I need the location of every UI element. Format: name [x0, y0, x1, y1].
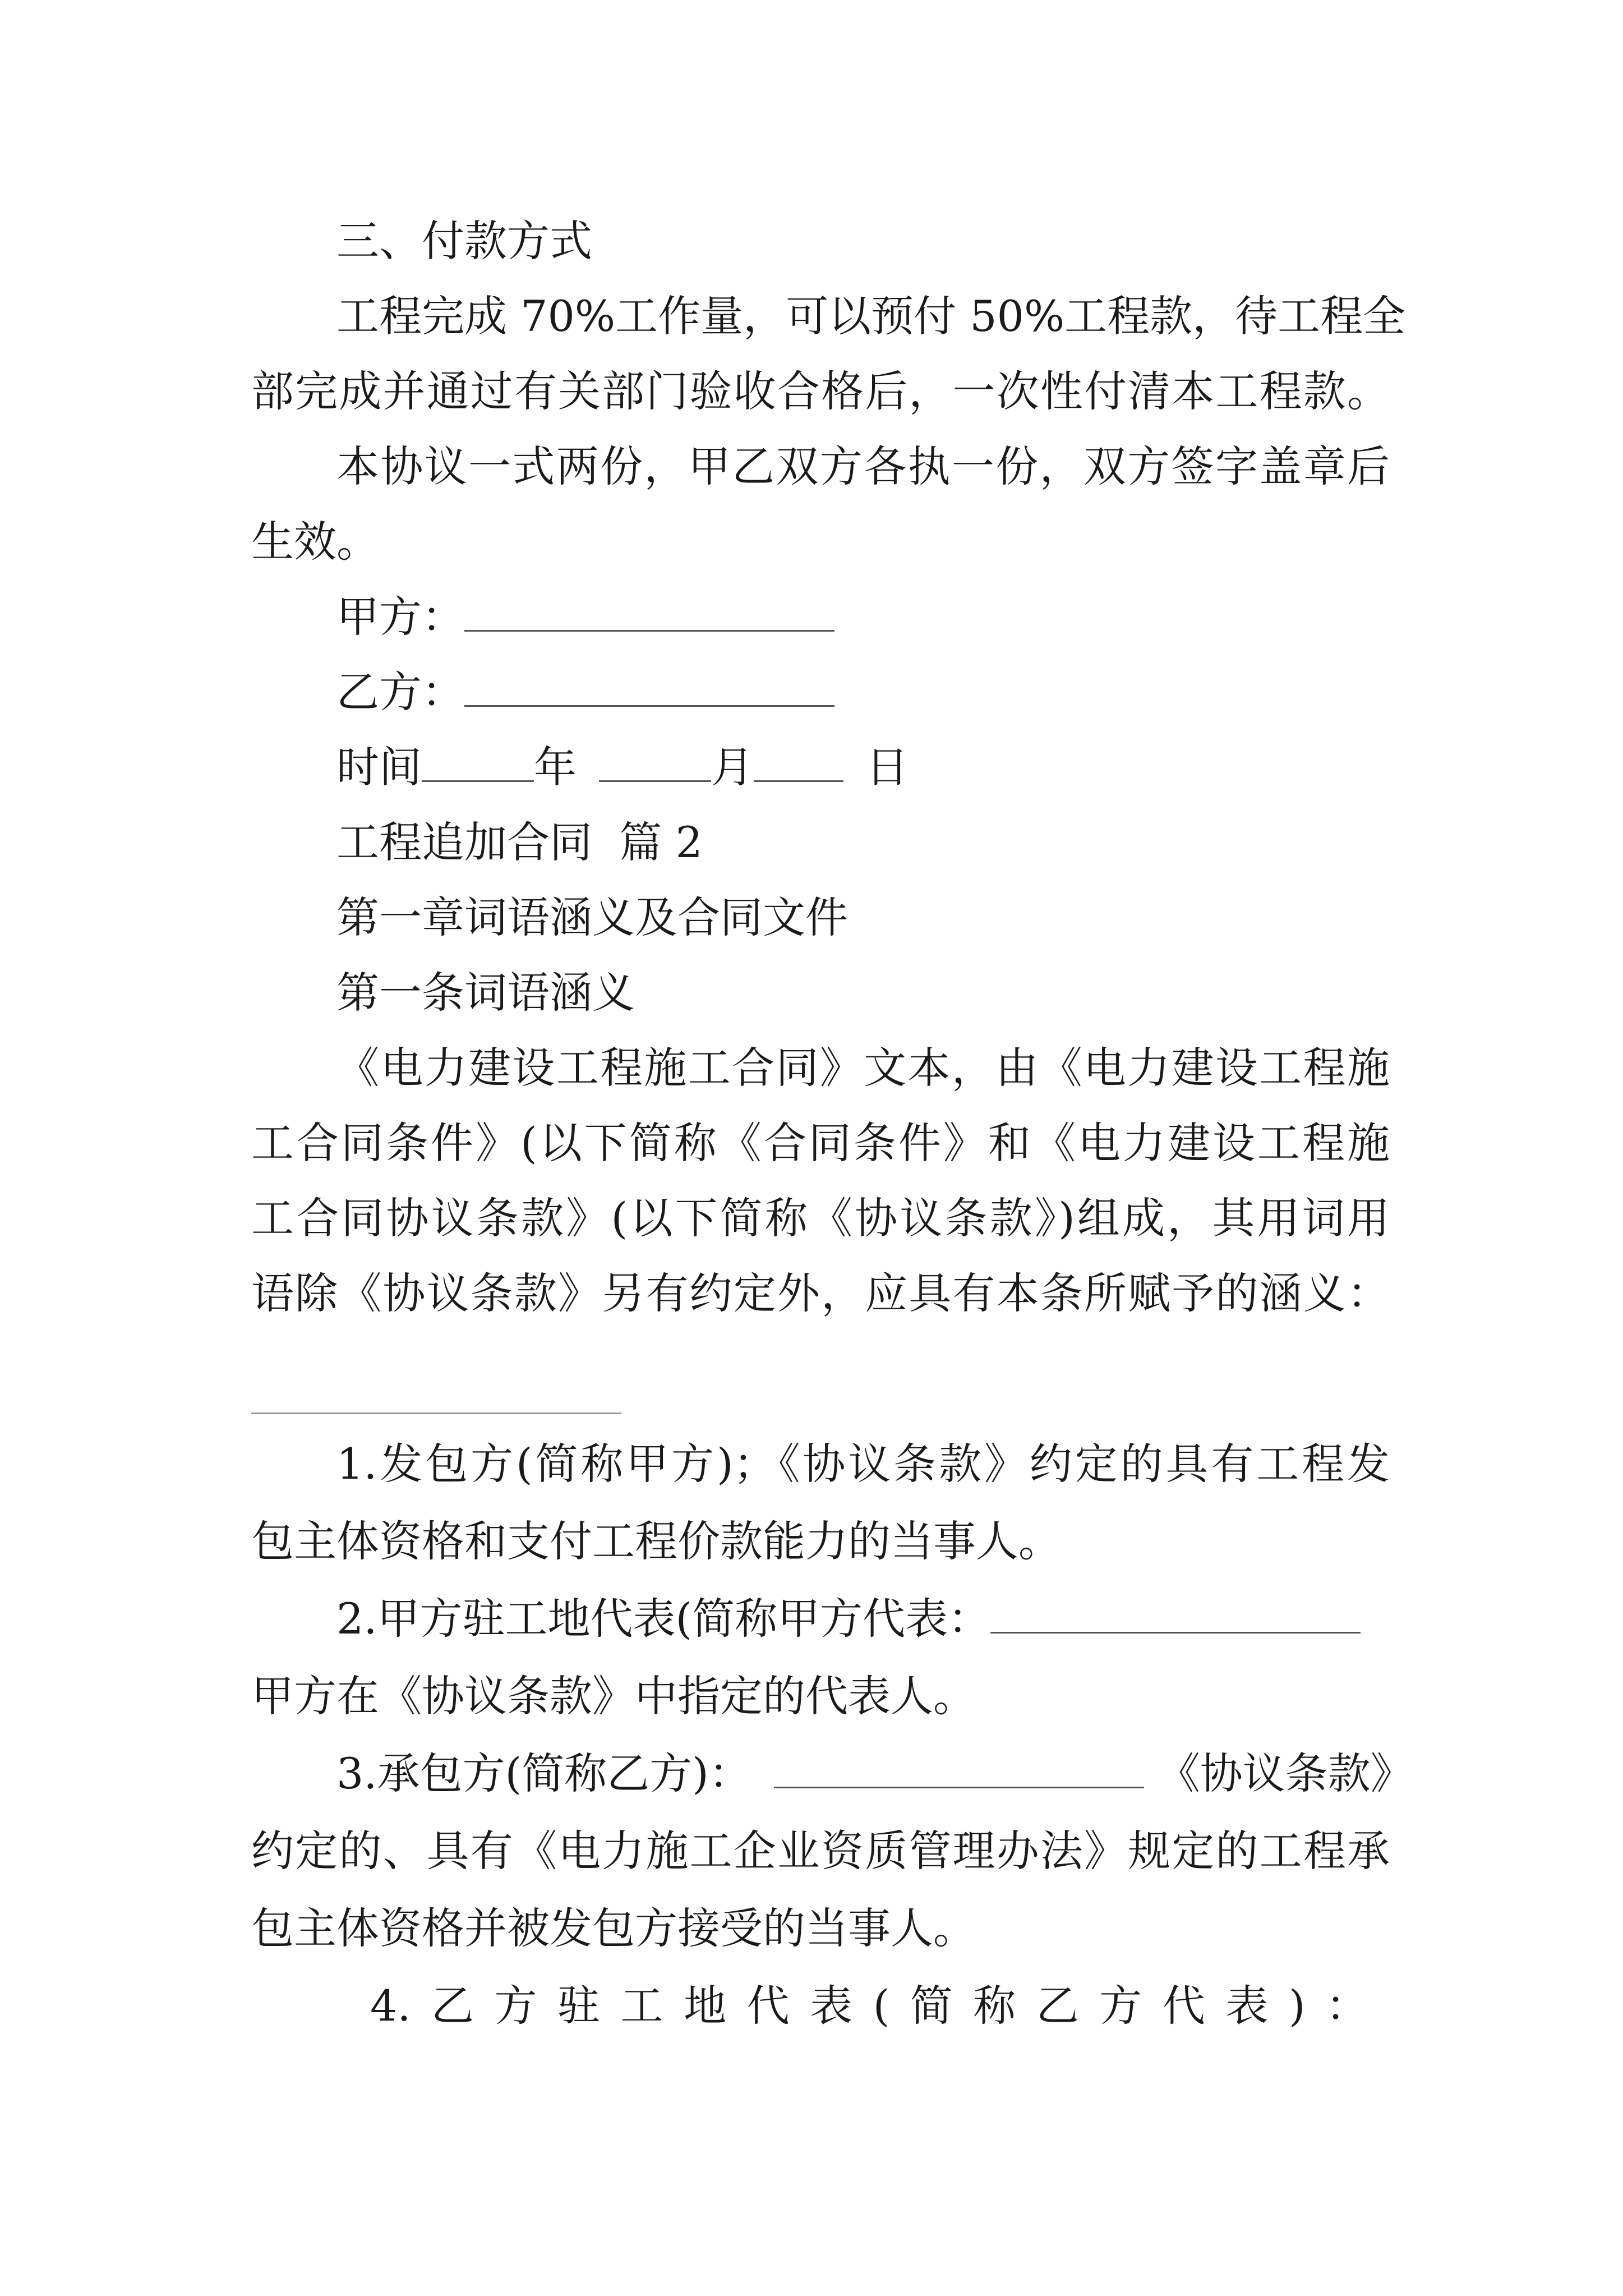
payment-para2-line1: 本协议一式两份，甲乙双方各执一份，双方签字盖章后	[336, 441, 1390, 491]
intro-line3: 工合同协议条款》(以下简称《协议条款》)组成，其用词用	[251, 1193, 1390, 1243]
definition-3-line3: 包主体资格并被发包方接受的当事人。	[251, 1903, 976, 1953]
intro-line2: 工合同条件》(以下简称《合同条件》和《电力建设工程施	[251, 1118, 1390, 1168]
definition-1-line2: 包主体资格和支付工程价款能力的当事人。	[251, 1516, 1061, 1566]
contract2-title: 工程追加合同 篇 2	[336, 817, 703, 867]
definition-4-line1: 4.乙方驻工地代表(简称乙方代表)：	[370, 1981, 1368, 2031]
contractor-blank	[774, 1750, 1144, 1788]
day-label: 日	[866, 742, 909, 792]
month-label: 月	[711, 742, 754, 792]
party-a-blank	[464, 593, 834, 632]
intro-line1: 《电力建设工程施工合同》文本，由《电力建设工程施	[336, 1043, 1390, 1093]
definition-1-line1: 1.发包方(简称甲方)；《协议条款》约定的具有工程发	[336, 1439, 1390, 1489]
definition-3-text-b: 《协议条款》	[1157, 1749, 1413, 1798]
year-blank	[422, 743, 534, 782]
party-b-label: 乙方：	[336, 667, 464, 717]
section-heading-payment: 三、付款方式	[336, 216, 592, 266]
definition-2-line1	[336, 1591, 1390, 1647]
day-blank	[754, 743, 843, 782]
chapter-heading: 第一章词语涵义及合同文件	[336, 892, 848, 942]
party-b-signature-line	[336, 664, 1390, 720]
payment-para1-line2: 部完成并通过有关部门验收合格后，一次性付清本工程款。	[251, 366, 1390, 416]
definition-3-text-a: 3.承包方(简称乙方)：	[336, 1749, 751, 1798]
definition-2-text: 2.甲方驻工地代表(简称甲方代表：	[336, 1594, 991, 1644]
payment-para1-line1: 工程完成 70%工作量，可以预付 50%工程款，待工程全	[336, 291, 1406, 341]
month-blank	[599, 743, 711, 782]
party-b-blank	[464, 668, 834, 707]
definition-3-line2: 约定的、具有《电力施工企业资质管理办法》规定的工程承	[251, 1826, 1390, 1876]
date-line	[336, 739, 1390, 795]
definition-3-line1	[336, 1746, 1413, 1802]
party-a-rep-blank	[990, 1595, 1361, 1634]
year-label: 年	[534, 742, 577, 792]
party-a-label: 甲方：	[336, 592, 464, 642]
party-a-signature-line	[336, 589, 1390, 645]
article-heading: 第一条词语涵义	[336, 968, 635, 1018]
definition-2-line2: 甲方在《协议条款》中指定的代表人。	[251, 1671, 976, 1721]
separator-rule	[251, 1412, 621, 1414]
intro-line4: 语除《协议条款》另有约定外，应具有本条所赋予的涵义：	[251, 1268, 1390, 1318]
payment-para2-line2: 生效。	[251, 517, 379, 567]
date-label: 时间	[336, 742, 422, 792]
